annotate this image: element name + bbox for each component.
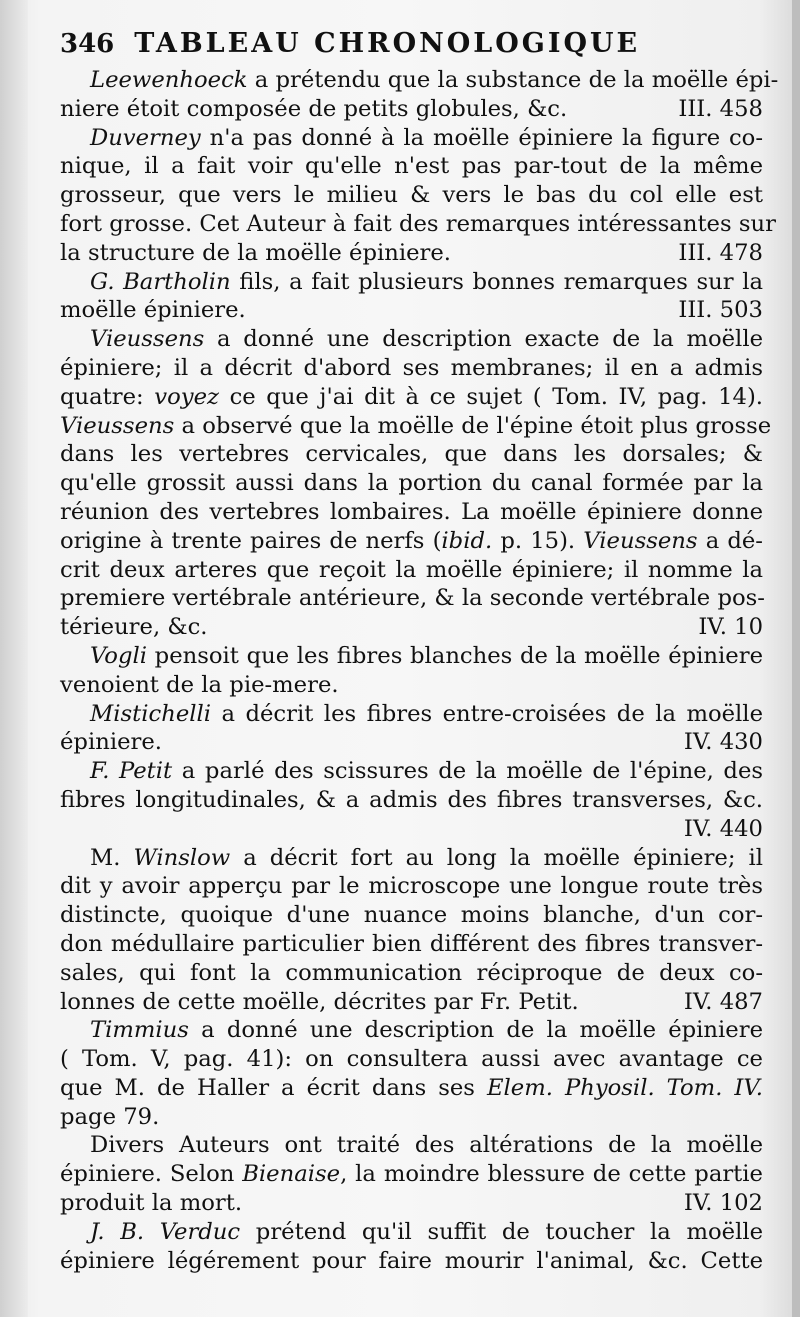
entry-winslow: M. Winslow a décrit fort au long la moëlle épiniere; il dit y avoir apperçu par le microscope une longue route très distincte, quoique d'une nuance moins blanche, d'un cor- don médullaire particulier bien différent des fibres transver- sales, qui font la communication réciproque de deux co- lonnes de cette moëlle, décrites par Fr. Petit. IV. 487 bbox=[60, 844, 764, 1015]
author-name: Duverney bbox=[90, 124, 201, 151]
reference: IV. 102 bbox=[683, 1190, 763, 1217]
entry-verduc: J. B. Verduc prétend qu'il suffit de toucher la moëlle épiniere légérement pour faire mourir l'animal, &c. Cette bbox=[60, 1218, 764, 1274]
page-header bbox=[60, 28, 760, 68]
reference: IV. 487 bbox=[683, 988, 763, 1015]
author-name: Timmius bbox=[90, 1017, 189, 1044]
entry-bartholin: G. Bartholin fils, a fait plusieurs bonnes remarques sur la moëlle épiniere. III. 503 bbox=[60, 268, 763, 324]
reference: III. 503 bbox=[678, 297, 763, 324]
author-name: Vogli bbox=[90, 642, 147, 669]
entry-vieussens: Vieussens a donné une description exacte de la moëlle épiniere; il a décrit d'abord ses membranes; il en a admis quatre: voyez ce que j'ai dit à ce sujet ( Tom. IV, pag. 14). Vieussens a observé que la moëlle de l'épine étoit plus grosse dans les vertebres cervicales, que dans les dorsales; & qu'elle grossit aussi dans la portion du canal formée par la réunion des vertebres lombaires. La moëlle épiniere donne origine à trente paires de nerfs (ibid. p. 15). Vieussens a dé- crit deux arteres que reçoit la moëlle épiniere; il nomme la premiere vertébrale antérieure, & la seconde vertébrale pos- térieure, &c. IV. 10 bbox=[60, 326, 772, 641]
scan-right-edge bbox=[792, 0, 800, 1317]
entry-divers-auteurs: Divers Auteurs ont traité des altérations de la moëlle épiniere. Selon Bienaise, la moindre blessure de cette partie produit la mort. IV. 102 bbox=[60, 1132, 763, 1217]
page-number: 346 bbox=[60, 29, 115, 59]
running-head: TABLEAU CHRONOLOGIQUE bbox=[134, 28, 641, 59]
author-name: Vieussens bbox=[90, 326, 205, 353]
author-name: Leewenhoeck bbox=[90, 67, 248, 93]
entry-petit: F. Petit a parlé des scissures de la moëlle de l'épine, des fibres longitudinales, & a admis des fibres transverses, &c. IV. 440 bbox=[60, 758, 764, 842]
author-name: Winslow bbox=[133, 844, 231, 871]
page-body bbox=[60, 66, 779, 1275]
reference: IV. 10 bbox=[698, 614, 763, 641]
author-name: F. Petit bbox=[90, 758, 173, 785]
author-name: J. B. Verduc bbox=[90, 1218, 241, 1245]
reference: IV. 440 bbox=[683, 815, 763, 842]
reference: III. 458 bbox=[678, 95, 763, 122]
author-name: Bienaise bbox=[242, 1161, 341, 1188]
author-name: G. Bartholin bbox=[90, 268, 231, 295]
entry-duverney: Duverney n'a pas donné à la moëlle épiniere la figure co- nique, il a fait voir qu'elle n'est pas par-tout de la même grosseur, que vers le milieu & vers le bas du col elle est fort grosse. Cet Auteur à fait des remarques intéressantes sur la structure de la moëlle épiniere. III. 478 bbox=[60, 124, 776, 266]
entry-leewenhoeck: Leewenhoeck a prétendu que la substance de la moëlle épi- niere étoit composée de petits globules, &c. III. 458 bbox=[60, 67, 779, 122]
reference: IV. 430 bbox=[683, 729, 763, 756]
entry-timmius: Timmius a donné une description de la moëlle épiniere ( Tom. V, pag. 41): on consultera aussi avec avantage ce que M. de Haller a écrit dans ses Elem. Phyosil. Tom. IV. page 79. bbox=[60, 1017, 764, 1130]
entry-mistichelli: Mistichelli a décrit les fibres entre-croisées de la moëlle épiniere. IV. 430 bbox=[60, 700, 763, 756]
author-name: Vieussens bbox=[60, 412, 175, 439]
entry-vogli: Vogli pensoit que les fibres blanches de la moëlle épiniere venoient de la pie-mere. bbox=[60, 642, 763, 698]
reference: III. 478 bbox=[678, 239, 763, 266]
author-name: Vieussens bbox=[583, 527, 698, 554]
author-name: Mistichelli bbox=[90, 700, 212, 727]
scan-left-edge bbox=[0, 0, 28, 1317]
